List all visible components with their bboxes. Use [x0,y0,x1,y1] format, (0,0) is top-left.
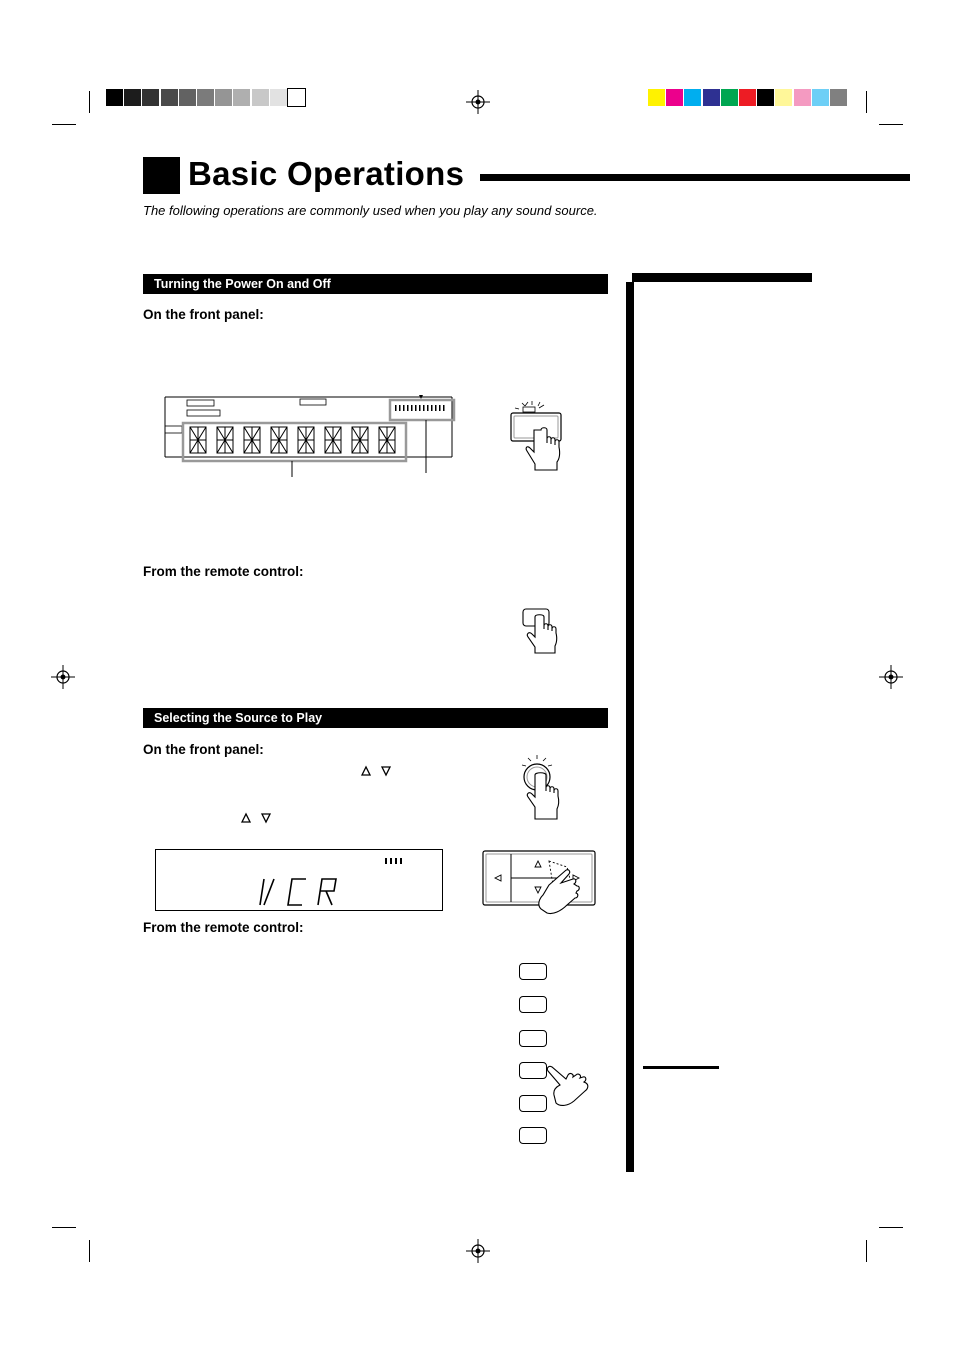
color-swatch [666,89,683,106]
color-swatch [757,89,774,106]
color-swatch [684,89,701,106]
remote-source-button [519,996,547,1013]
gray-swatch [161,89,178,106]
crosshair-registration-mark-icon [51,665,75,689]
up-down-arrows-icon [239,811,275,825]
color-swatch [703,89,720,106]
gray-swatch [215,89,232,106]
standby-button-icon [505,400,571,472]
up-down-arrows-icon [359,764,395,778]
subheading-front-panel: On the front panel: [143,307,264,322]
title-block-marker [143,157,180,194]
pointing-hand-icon [515,605,565,655]
color-swatch [739,89,756,106]
color-swatch [794,89,811,106]
gray-swatch [252,89,269,106]
gray-swatch [106,89,123,106]
gray-swatch [124,89,141,106]
remote-source-button [519,1095,547,1112]
source-dial-icon [515,755,565,823]
side-column-header [632,273,812,282]
section-heading-source: Selecting the Source to Play [143,708,608,728]
page-title: Basic Operations [188,155,465,192]
color-swatch [648,89,665,106]
color-swatch [721,89,738,106]
section-heading-power: Turning the Power On and Off [143,274,608,294]
crosshair-registration-mark-icon [466,1239,490,1263]
subheading-front-panel: On the front panel: [143,742,264,757]
multi-control-panel-icon [481,849,597,923]
crosshair-registration-mark-icon [879,665,903,689]
pointing-hand-icon [546,1065,592,1107]
gray-swatch [288,89,305,106]
color-swatch [812,89,829,106]
crosshair-registration-mark-icon [466,90,490,114]
signal-level-indicator [384,857,406,865]
source-display-illustration [155,849,443,911]
side-column-note-rule [643,1066,719,1069]
color-swatch [830,89,847,106]
color-swatch [775,89,792,106]
side-column-rule [626,282,634,1172]
gray-swatch [233,89,250,106]
gray-swatch [179,89,196,106]
remote-source-button [519,1030,547,1047]
remote-source-button [519,963,547,980]
gray-swatch [142,89,159,106]
gray-swatch [270,89,287,106]
display-glyph-drawing [256,875,346,909]
title-rule [480,174,910,181]
intro-text: The following operations are commonly used when you play any sound source. [143,203,598,218]
front-panel-display-illustration [160,393,460,478]
gray-swatch [197,89,214,106]
subheading-remote-control: From the remote control: [143,920,304,935]
remote-source-button [519,1062,547,1079]
subheading-remote-control: From the remote control: [143,564,304,579]
remote-source-button [519,1127,547,1144]
